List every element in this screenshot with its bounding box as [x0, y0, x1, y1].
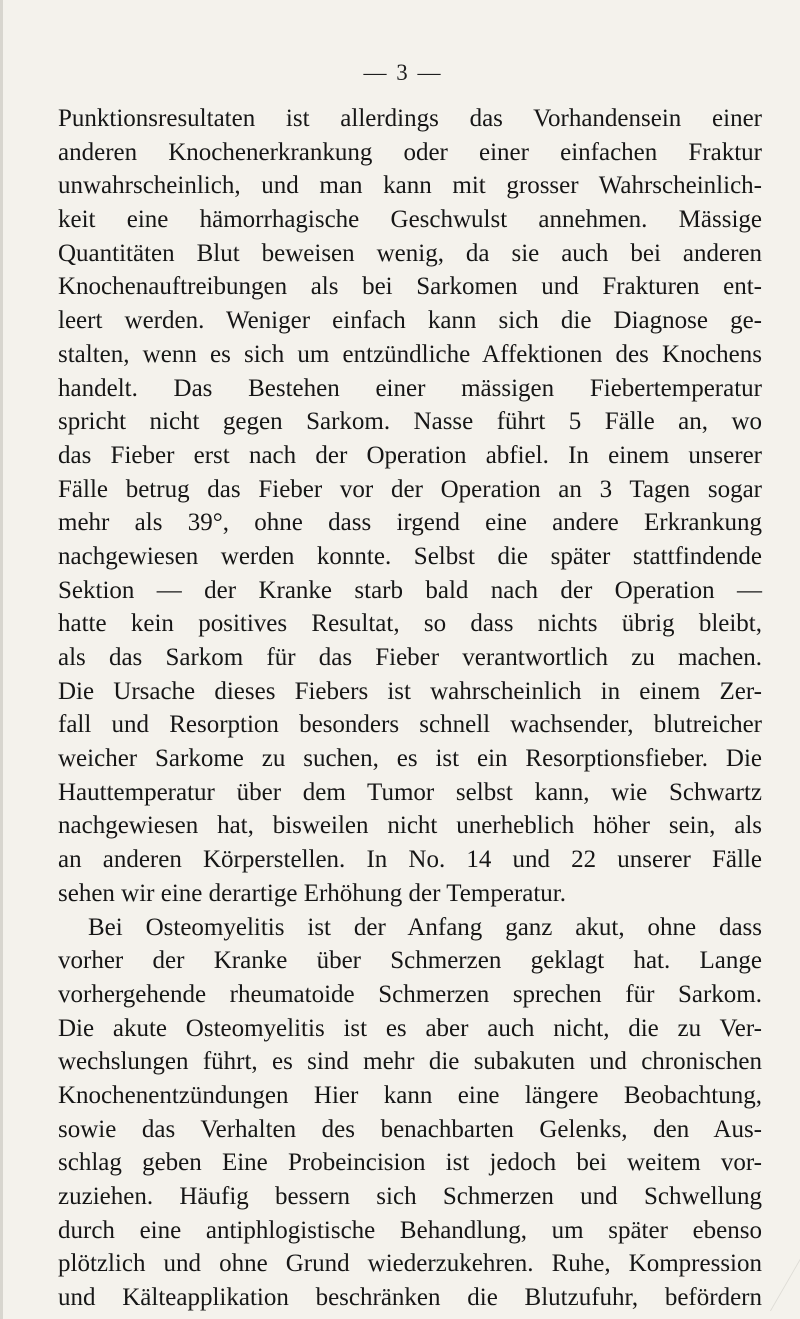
text-line: Punktionsresultaten ist allerdings das Vorhandensein einer [58, 105, 762, 132]
text-line: sowie das Verhalten des benachbarten Gelenks, den Aus- [58, 1115, 762, 1143]
text-line: an anderen Körperstellen. In No. 14 und 22 unserer Fälle [58, 846, 762, 874]
text-line: keit eine hämorrhagische Geschwulst annehmen. Mässige [58, 206, 762, 234]
text-line: Sektion — der Kranke starb bald nach der Operation — [58, 576, 762, 604]
text-line: Die akute Osteomyelitis ist es aber auch nicht, die zu Ver- [58, 1014, 762, 1042]
text-line: als das Sarkom für das Fieber verantwortlich zu machen. [58, 644, 762, 671]
text-line: Bei Osteomyelitis ist der Anfang ganz akut, ohne dass [88, 913, 762, 941]
text-line: Knochenauftreibungen als bei Sarkomen und Frakturen ent- [58, 273, 762, 301]
text-line: durch eine antiphlogistische Behandlung, um später ebenso [58, 1216, 762, 1244]
body-text [58, 102, 762, 1315]
page-number: — 3 — [363, 60, 443, 85]
text-line: leert werden. Weniger einfach kann sich die Diagnose ge- [58, 307, 762, 335]
text-line: Fälle betrug das Fieber vor der Operation an 3 Tagen sogar [58, 475, 762, 503]
text-line: Quantitäten Blut beweisen wenig, da sie auch bei anderen [58, 239, 762, 267]
text-line: anderen Knochenerkrankung oder einer einfachen Fraktur [58, 138, 762, 166]
text-line: zuziehen. Häufig bessern sich Schmerzen und Schwellung [58, 1183, 762, 1210]
text-line: nachgewiesen werden konnte. Selbst die später stattfindende [58, 542, 762, 570]
text-line: stalten, wenn es sich um entzündliche Affektionen des Knochens [58, 340, 762, 368]
text-line: schlag geben Eine Probeincision ist jedoch bei weitem vor- [58, 1149, 762, 1177]
text-line: sehen wir eine derartige Erhöhung der Temperatur. [58, 879, 567, 907]
text-line: Knochenentzündungen Hier kann eine längere Beobachtung, [58, 1081, 762, 1109]
text-line: mehr als 39°, ohne dass irgend eine andere Erkrankung [58, 509, 762, 537]
text-line: spricht nicht gegen Sarkom. Nasse führt 5 Fälle an, wo [58, 408, 762, 436]
paragraph [58, 102, 762, 911]
text-line: fall und Resorption besonders schnell wachsender, blutreicher [58, 711, 762, 739]
paragraph [58, 911, 762, 1315]
text-line: wechslungen führt, es sind mehr die subakuten und chronischen [58, 1048, 762, 1076]
text-line: das Fieber erst nach der Operation abfiel. In einem unserer [58, 441, 762, 469]
text-line: handelt. Das Bestehen einer mässigen Fiebertemperatur [58, 374, 762, 402]
text-line: vorher der Kranke über Schmerzen geklagt hat. Lange [58, 947, 762, 975]
text-line: nachgewiesen hat, bisweilen nicht unerheblich höher sein, als [58, 812, 762, 840]
text-line: Die Ursache dieses Fiebers ist wahrscheinlich in einem Zer- [58, 677, 762, 705]
text-line: plötzlich und ohne Grund wiederzukehren. Ruhe, Kompression [58, 1250, 762, 1278]
text-line: unwahrscheinlich, und man kann mit grosser Wahrscheinlich- [58, 172, 762, 200]
text-line: hatte kein positives Resultat, so dass nichts übrig bleibt, [58, 610, 762, 638]
text-line: und Kälteapplikation beschränken die Blutzufuhr, befördern [58, 1284, 762, 1312]
text-line: weicher Sarkome zu suchen, es ist ein Resorptionsfieber. Die [58, 745, 762, 773]
text-line: Hauttemperatur über dem Tumor selbst kann, wie Schwartz [58, 778, 762, 806]
text-line: vorhergehende rheumatoide Schmerzen sprechen für Sarkom. [58, 980, 762, 1008]
